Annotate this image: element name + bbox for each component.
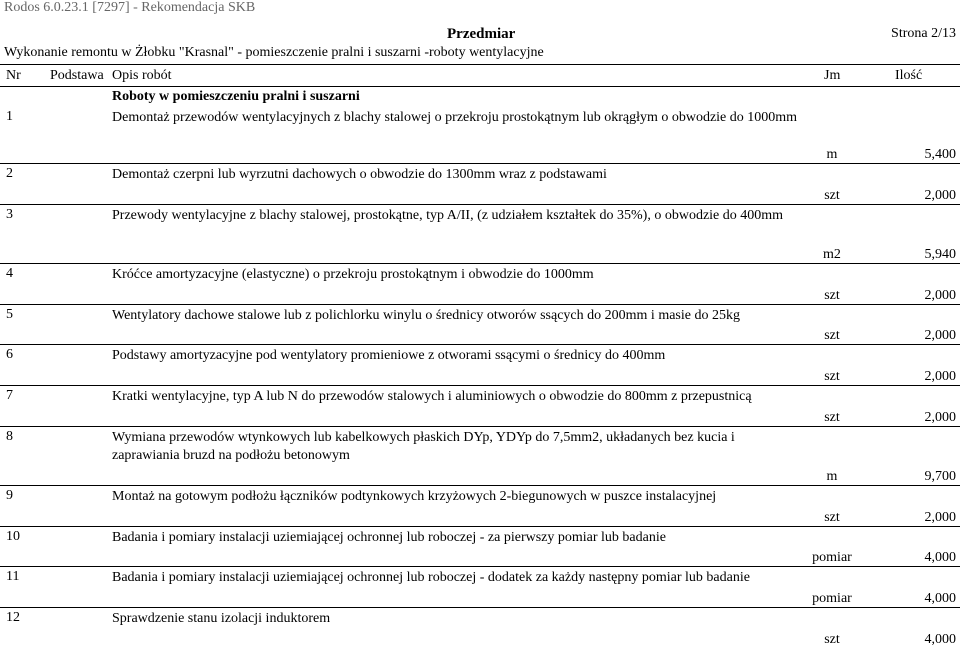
table-row xyxy=(0,429,960,488)
row-separator xyxy=(0,304,960,305)
document-subtitle: Wykonanie remontu w Żłobku "Krasnal" - pomieszczenie pralni i suszarni -roboty wentylacyjne xyxy=(4,45,544,60)
header-bottom-rule xyxy=(0,86,960,87)
item-unit: szt xyxy=(824,510,840,525)
column-header-opis: Opis robót xyxy=(112,68,172,83)
row-separator xyxy=(0,385,960,386)
item-quantity: 2,000 xyxy=(924,410,956,425)
item-description: Badania i pomiary instalacji uziemiającej ochronnej lub roboczej - za pierwszy pomiar lub badanie xyxy=(112,530,666,545)
item-unit: m2 xyxy=(823,247,841,262)
row-separator xyxy=(0,263,960,264)
page-number: Strona 2/13 xyxy=(891,26,956,41)
item-unit: m xyxy=(826,469,838,484)
column-header-jm: Jm xyxy=(824,68,841,83)
item-number: 12 xyxy=(6,610,20,625)
column-header-podstawa: Podstawa xyxy=(50,68,104,83)
table-row xyxy=(0,166,960,207)
item-quantity: 2,000 xyxy=(924,328,956,343)
item-quantity: 4,000 xyxy=(924,550,956,565)
item-quantity: 2,000 xyxy=(924,288,956,303)
item-number: 6 xyxy=(6,347,13,362)
row-separator xyxy=(0,163,960,164)
item-unit: pomiar xyxy=(812,550,852,565)
item-number: 1 xyxy=(6,109,13,124)
column-header-ilosc: Ilość xyxy=(895,68,923,83)
header-top-rule xyxy=(0,64,960,65)
item-description: Podstawy amortyzacyjne pod wentylatory promieniowe z otworami ssącymi o średnicy do 400mm xyxy=(112,348,666,363)
item-description: Demontaż czerpni lub wyrzutni dachowych o obwodzie do 1300mm wraz z podstawami xyxy=(112,167,607,182)
column-header-nr: Nr xyxy=(6,68,21,83)
item-quantity: 2,000 xyxy=(924,369,956,384)
section-title: Roboty w pomieszczeniu pralni i suszarni xyxy=(112,89,360,104)
table-row xyxy=(0,347,960,388)
item-unit: szt xyxy=(824,288,840,303)
item-description: Sprawdzenie stanu izolacji induktorem xyxy=(112,611,331,626)
row-separator xyxy=(0,485,960,486)
item-quantity: 2,000 xyxy=(924,188,956,203)
table-row xyxy=(0,529,960,569)
table-row xyxy=(0,207,960,266)
item-unit: pomiar xyxy=(812,591,852,606)
item-description: Badania i pomiary instalacji uziemiającej ochronnej lub roboczej - dodatek za każdy następny pomiar lub badanie xyxy=(112,570,750,585)
document-title: Przedmiar xyxy=(447,26,516,42)
table-row xyxy=(0,266,960,307)
app-title: Rodos 6.0.23.1 [7297] - Rekomendacja SKB xyxy=(4,0,256,15)
item-unit: m xyxy=(826,147,838,162)
item-description: Króćce amortyzacyjne (elastyczne) o przekroju prostokątnym i obwodzie do 1000mm xyxy=(112,267,594,282)
table-row xyxy=(0,307,960,347)
item-number: 7 xyxy=(6,388,13,403)
item-description: Kratki wentylacyjne, typ A lub N do przewodów stalowych i aluminiowych o obwodzie do 800mm z przepustnicą xyxy=(112,389,752,404)
row-separator xyxy=(0,566,960,567)
item-quantity: 4,000 xyxy=(924,632,956,647)
row-separator xyxy=(0,607,960,608)
item-unit: szt xyxy=(824,632,840,647)
item-number: 5 xyxy=(6,307,13,322)
item-description: Wentylatory dachowe stalowe lub z polichlorku winylu o średnicy otworów ssących do 200mm i masie do 25kg xyxy=(112,308,740,323)
item-number: 2 xyxy=(6,166,13,181)
row-separator xyxy=(0,344,960,345)
item-description: Demontaż przewodów wentylacyjnych z blachy stalowej o przekroju prostokątnym lub okrągłym o obwodzie do 1000mm xyxy=(112,110,798,125)
table-row xyxy=(0,109,960,166)
row-separator xyxy=(0,426,960,427)
item-unit: szt xyxy=(824,328,840,343)
item-unit: szt xyxy=(824,369,840,384)
item-description: Montaż na gotowym podłożu łączników podtynkowych krzyżowych 2-biegunowych w puszce instalacyjnej xyxy=(112,489,717,504)
item-number: 8 xyxy=(6,429,13,444)
item-unit: szt xyxy=(824,188,840,203)
table-row xyxy=(0,388,960,429)
item-quantity: 5,400 xyxy=(924,147,956,162)
item-quantity: 4,000 xyxy=(924,591,956,606)
item-quantity: 5,940 xyxy=(924,247,956,262)
table-row xyxy=(0,610,960,651)
item-number: 10 xyxy=(6,529,20,544)
item-quantity: 2,000 xyxy=(924,510,956,525)
item-quantity: 9,700 xyxy=(924,469,956,484)
item-number: 9 xyxy=(6,488,13,503)
row-separator xyxy=(0,204,960,205)
item-description: Wymiana przewodów wtynkowych lub kabelkowych płaskich DYp, YDYp do 7,5mm2, układanych bez kucia i zaprawiania bruzd na podłożu betonowym xyxy=(112,430,735,463)
item-number: 11 xyxy=(6,569,20,584)
item-description: Przewody wentylacyjne z blachy stalowej, prostokątne, typ A/II, (z udziałem kształtek do 35%), o obwodzie do 400mm xyxy=(112,208,784,223)
table-row xyxy=(0,569,960,610)
item-number: 4 xyxy=(6,266,13,281)
item-unit: szt xyxy=(824,410,840,425)
item-number: 3 xyxy=(6,207,13,222)
row-separator xyxy=(0,526,960,527)
table-row xyxy=(0,488,960,529)
